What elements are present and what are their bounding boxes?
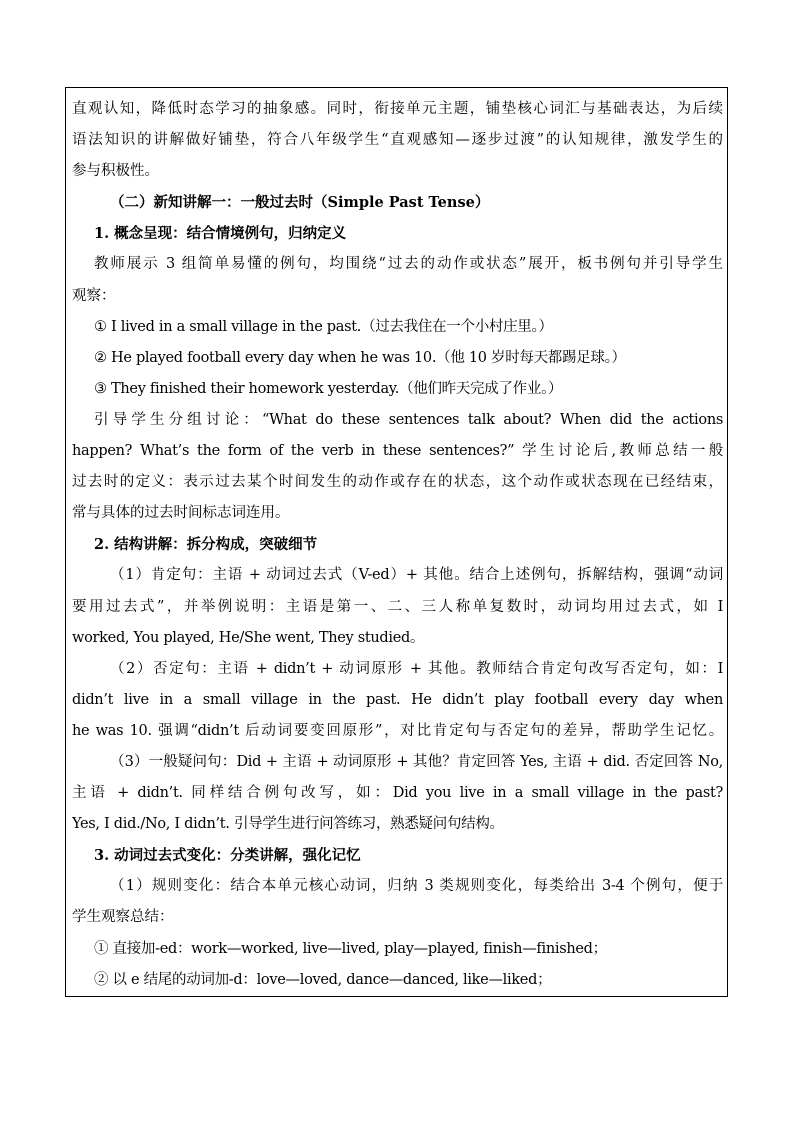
paragraph-line: （3）一般疑问句：Did + 主语 + 动词原形 + 其他？肯定回答 Yes, 主语 + did. 否定回答 No, [110,753,723,770]
paragraph-line: 参与积极性。 [72,163,159,180]
paragraph-line: （2）否定句：主语 + didn’t + 动词原形 + 其他。教师结合肯定句改写否定句，如：I [110,660,723,677]
paragraph-line: 要用过去式”，并举例说明：主语是第一、二、三人称单复数时，动词均用过去式，如 I [72,598,723,615]
paragraph-line: 观察： [72,287,116,304]
example-sentence: ③ They finished their homework yesterday.（他们昨天完成了作业。） [94,380,563,397]
paragraph-line: （1）规则变化：结合本单元核心动词，归纳 3 类规则变化，每类给出 3-4 个例句，便于 [110,878,723,895]
paragraph-line: 常与具体的过去时间标志词连用。 [72,505,290,522]
paragraph-line: he was 10. 强调“didn’t 后动词要变回原形”，对比肯定句与否定句的差异，帮助学生记忆。 [72,722,723,739]
paragraph-line: Yes, I did./No, I didn’t. 引导学生进行问答练习，熟悉疑问句结构。 [72,816,504,833]
paragraph-line: 主语 + didn’t. 同样结合例句改写，如：Did you live in a small village in the past? [72,785,723,802]
paragraph-line: 学生观察总结： [72,909,174,926]
example-sentence: ② He played football every day when he was 10.（他 10 岁时每天都踢足球。） [94,349,626,366]
table-cell-frame [65,87,728,997]
section-heading: （二）新知讲解一：一般过去时（Simple Past Tense） [110,194,490,212]
subsection-heading: 2. 结构讲解：拆分构成，突破细节 [94,536,318,554]
paragraph-line: 过去时的定义：表示过去某个时间发生的动作或存在的状态，这个动作或状态现在已经结束， [72,474,723,491]
example-sentence: ② 以 e 结尾的动词加-d：love—loved, dance—danced, like—liked； [94,971,552,988]
paragraph-line: happen? What’s the form of the verb in these sentences?” 学生讨论后,教师总结一般 [72,443,723,460]
paragraph-line: didn’t live in a small village in the past. He didn’t play football every day when [72,691,723,708]
paragraph-line: 语法知识的讲解做好铺垫，符合八年级学生“直观感知—逐步过渡”的认知规律，激发学生的 [72,132,723,149]
lesson-text-block [72,94,723,996]
example-sentence: ① I lived in a small village in the past.（过去我住在一个小村庄里。） [94,318,553,335]
paragraph-line: 引导学生分组讨论：“What do these sentences talk about? When did the actions [94,411,723,428]
example-sentence: ① 直接加-ed：work—worked, live—lived, play—played, finish—finished； [94,940,607,957]
paragraph-line: 教师展示 3 组简单易懂的例句，均围绕“过去的动作或状态”展开，板书例句并引导学生 [94,256,723,273]
paragraph-line: （1）肯定句：主语 + 动词过去式（V-ed）+ 其他。结合上述例句，拆解结构，强调“动词 [110,567,723,584]
subsection-heading: 3. 动词过去式变化：分类讲解，强化记忆 [94,847,361,865]
paragraph-line: 直观认知，降低时态学习的抽象感。同时，衔接单元主题，铺垫核心词汇与基础表达，为后续 [72,101,723,117]
paragraph-line: worked, You played, He/She went, They studied。 [72,629,425,646]
subsection-heading: 1. 概念呈现：结合情境例句，归纳定义 [94,225,347,243]
